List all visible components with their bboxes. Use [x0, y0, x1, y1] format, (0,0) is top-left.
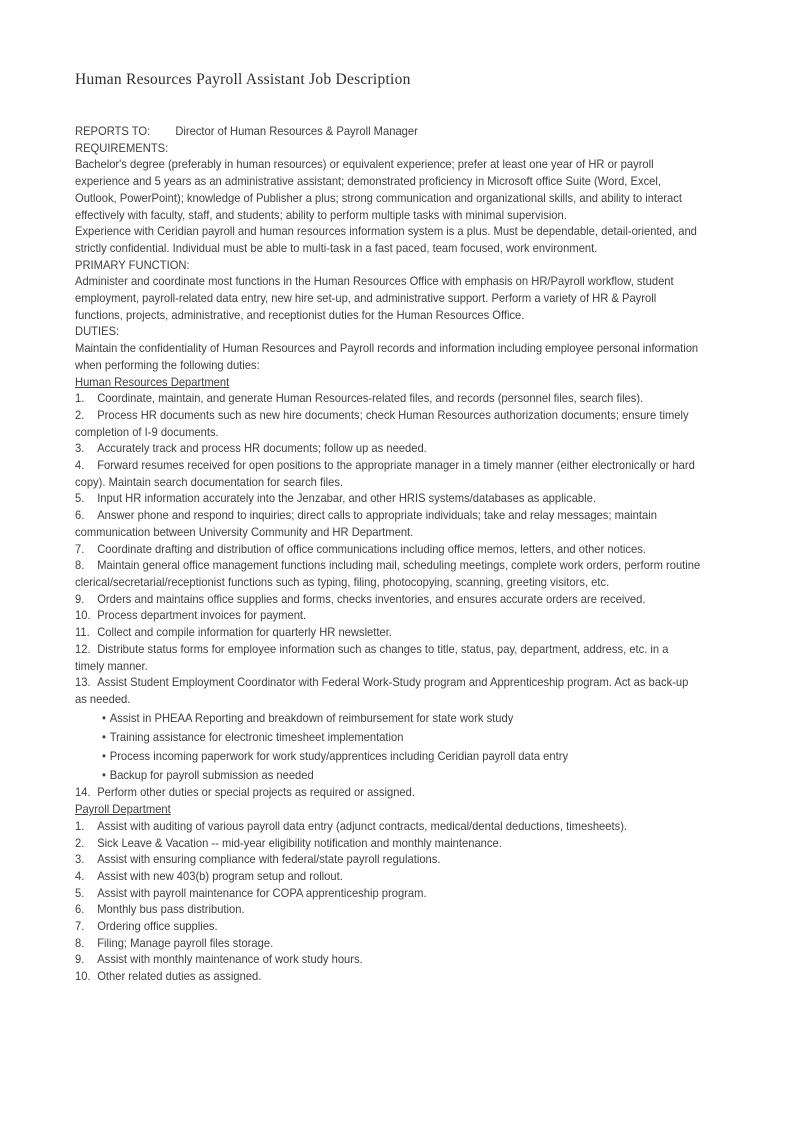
hr-department-heading: Human Resources Department — [75, 375, 230, 389]
list-item-number: 10. — [75, 609, 91, 623]
list-item-text: Perform other duties or special projects as required or assigned. — [97, 786, 415, 800]
list-item-text: Process department invoices for payment. — [97, 609, 307, 623]
requirements-body-2: Experience with Ceridian payroll and human resources information system is a plus. Must be dependable, detail-oriented, and strictly confidential. Individual must be able to multi-task in a fast paced, team focused, work environment. — [75, 225, 697, 255]
list-item-text: Process HR documents such as new hire documents; check Human Resources authorization documents; ensure timely completion of I-9 documents. — [75, 408, 689, 439]
list-item — [75, 508, 700, 541]
list-item-number: 12. — [75, 642, 91, 656]
list-item — [75, 441, 700, 458]
bullet-glyph-icon: • — [102, 711, 106, 725]
reports-to-line — [75, 124, 700, 141]
list-item-number: 4. — [75, 459, 85, 473]
list-item-text: Other related duties as assigned. — [97, 970, 262, 984]
list-item-number: 10. — [75, 970, 91, 984]
list-item-text: Assist with payroll maintenance for COPA apprenticeship program. — [97, 886, 427, 900]
list-item-text: Coordinate, maintain, and generate Human Resources-related files, and records (personnel files, search files). — [97, 392, 644, 406]
list-item — [75, 608, 700, 625]
primary-function-body: Administer and coordinate most functions in the Human Resources Office with emphasis on HR/Payroll workflow, student employment, payroll-related data entry, new hire set-up, and administrative support. Perform a variety of HR & Payroll functions, projects, administrative, and receptionist duties for the Human Resources Office. — [75, 275, 674, 322]
list-item — [75, 852, 700, 869]
hr-sub-bullets-list — [75, 709, 723, 786]
list-item-number: 6. — [75, 509, 85, 523]
list-item — [75, 952, 700, 969]
list-item-text: Collect and compile information for quarterly HR newsletter. — [97, 626, 392, 640]
list-item — [75, 625, 700, 642]
list-item-text: Assist with auditing of various payroll data entry (adjunct contracts, medical/dental deductions, timesheets). — [97, 819, 628, 833]
list-item — [75, 836, 700, 853]
bullet-list-item — [75, 709, 700, 728]
list-item-text: Answer phone and respond to inquiries; direct calls to appropriate individuals; take and relay messages; maintain communication between University Community and HR Department. — [75, 509, 657, 539]
list-item-number: 2. — [75, 836, 85, 850]
list-item-text: Forward resumes received for open positions to the appropriate manager in a timely manner (either electronically or hard copy). Maintain search documentation for search files. — [75, 459, 695, 489]
list-item-text: Monthly bus pass distribution. — [97, 903, 245, 917]
list-item-number: 3. — [75, 442, 85, 456]
bullet-glyph-icon: • — [102, 750, 106, 764]
requirements-body: Bachelor's degree (preferably in human resources) or equivalent experience; prefer at least one year of HR or payroll experience and 5 years as an administrative assistant; demonstrated proficiency in Microsoft office Suite (Word, Excel, Outlook, PowerPoint); knowledge of Publisher a plus; strong communication and organizational skills, and ability to interact effectively with faculty, staff, and students; ability to perform multiple tasks with minimal supervision. — [75, 158, 682, 222]
list-item — [75, 391, 700, 408]
requirements-heading: REQUIREMENTS: — [75, 141, 169, 155]
bullet-list-item-text: Training assistance for electronic timesheet implementation — [109, 730, 404, 744]
list-item-number: 2. — [75, 408, 85, 422]
list-item-text: Coordinate drafting and distribution of office communications including office memos, letters, and other notices. — [97, 542, 646, 556]
reports-to-value: Director of Human Resources & Payroll Manager — [175, 125, 418, 138]
primary-function-heading: PRIMARY FUNCTION: — [75, 258, 190, 272]
bullet-list-item — [75, 747, 700, 766]
list-item — [75, 902, 700, 919]
bullet-glyph-icon: • — [102, 769, 106, 783]
list-item — [75, 642, 700, 675]
list-item-text: Filing; Manage payroll files storage. — [97, 936, 274, 950]
list-item — [75, 542, 700, 559]
list-item — [75, 408, 700, 441]
bullet-list-item-text: Process incoming paperwork for work study/apprentices including Ceridian payroll data entry — [109, 750, 569, 764]
list-item-number: 9. — [75, 953, 85, 967]
list-item-number: 5. — [75, 886, 85, 900]
list-item-text: Assist with monthly maintenance of work study hours. — [97, 953, 363, 967]
list-item-number: 8. — [75, 559, 85, 573]
list-item-text: Sick Leave & Vacation -- mid-year eligibility notification and monthly maintenance. — [97, 836, 502, 850]
list-item — [75, 869, 700, 886]
list-item-text: Assist Student Employment Coordinator with Federal Work-Study program and Apprenticeship program. Act as back-up as needed. — [75, 676, 689, 706]
duties-body: Maintain the confidentiality of Human Resources and Payroll records and information including employee personal information when performing the following duties: — [75, 342, 699, 372]
list-item-number: 6. — [75, 903, 85, 917]
list-item — [75, 592, 700, 609]
list-item-number: 11. — [75, 626, 90, 640]
list-item — [75, 458, 700, 491]
list-item-number: 4. — [75, 869, 85, 883]
list-item — [75, 969, 700, 986]
list-item-text: Assist with ensuring compliance with federal/state payroll regulations. — [97, 853, 441, 867]
list-item-number: 7. — [75, 920, 85, 934]
list-item — [75, 491, 700, 508]
list-item-number: 13. — [75, 676, 91, 690]
list-item-number: 7. — [75, 542, 85, 556]
list-item-number: 8. — [75, 936, 85, 950]
list-item — [75, 675, 700, 708]
list-item-number: 1. — [75, 819, 85, 833]
list-item — [75, 919, 700, 936]
bullet-list-item-text: Assist in PHEAA Reporting and breakdown of reimbursement for state work study — [109, 711, 514, 725]
list-item — [75, 886, 700, 903]
hr-duties-list — [75, 391, 723, 708]
list-item — [75, 558, 700, 591]
hr-duties-list-continued — [75, 785, 723, 802]
list-item-text: Assist with new 403(b) program setup and rollout. — [97, 869, 343, 883]
bullet-list-item — [75, 728, 700, 747]
list-item-text: Maintain general office management functions including mail, scheduling meetings, complete work orders, perform routine clerical/secretarial/receptionist functions such as typing, filing, photocopying, scanning, greeting visitors, etc. — [75, 559, 701, 589]
list-item — [75, 819, 700, 836]
reports-to-label: REPORTS TO: — [75, 125, 151, 138]
page-title: Human Resources Payroll Assistant Job Description — [75, 71, 411, 88]
bullet-list-item-text: Backup for payroll submission as needed — [109, 769, 314, 783]
duties-heading: DUTIES: — [75, 325, 120, 339]
document-body — [75, 70, 723, 986]
list-item-text: Accurately track and process HR documents; follow up as needed. — [97, 442, 427, 456]
payroll-duties-list — [75, 819, 723, 986]
list-item-text: Orders and maintains office supplies and forms, checks inventories, and ensures accurate orders are received. — [97, 592, 646, 606]
list-item — [75, 785, 700, 802]
list-item — [75, 936, 700, 953]
bullet-glyph-icon: • — [102, 730, 106, 744]
payroll-department-heading: Payroll Department — [75, 803, 171, 817]
list-item-number: 14. — [75, 786, 91, 800]
list-item-text: Ordering office supplies. — [97, 920, 218, 934]
list-item-text: Distribute status forms for employee information such as changes to title, status, pay, department, address, etc. in a timely manner. — [75, 642, 669, 673]
list-item-number: 5. — [75, 492, 85, 506]
bullet-list-item — [75, 766, 700, 785]
list-item-number: 1. — [75, 392, 85, 406]
list-item-text: Input HR information accurately into the Jenzabar, and other HRIS systems/databases as applicable. — [97, 492, 596, 506]
list-item-number: 3. — [75, 853, 85, 867]
list-item-number: 9. — [75, 592, 85, 606]
